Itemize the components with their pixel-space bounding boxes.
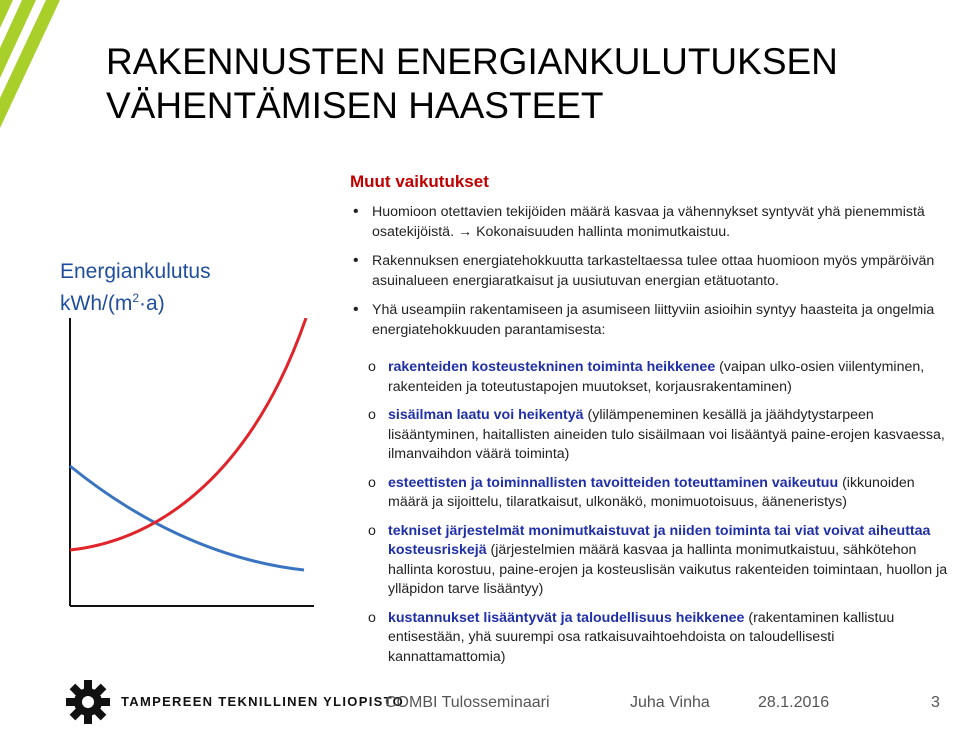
energy-label-unit	[60, 285, 211, 317]
unit-part-a: kWh/(m	[60, 292, 133, 315]
unit-part-b: ·a)	[139, 292, 165, 315]
sub-item-text: (rakentaminen kallistuu entisestään, yhä suurempi osa ratkaisuvaihtoehdoista on taloudellisesti kannattamattomia)	[388, 609, 895, 665]
sub-item-highlight: tekniset järjestelmät monimutkaistuvat ja niiden toiminta tai viat voivat aiheuttaa kosteusriskejä	[388, 522, 931, 558]
footer-event: COMBI Tulosseminaari	[385, 694, 550, 711]
energy-consumption-label	[60, 258, 211, 317]
sub-marker: o	[368, 407, 376, 423]
sub-item-highlight: sisäilman laatu voi heikentyä	[388, 407, 584, 423]
sub-item-highlight: kustannukset lisääntyvät ja taloudellisuus heikkenee	[388, 609, 745, 626]
sub-item-highlight: rakenteiden kosteustekninen toiminta heikkenee	[388, 359, 716, 375]
footer-author: Juha Vinha	[630, 694, 710, 711]
sub-item	[350, 474, 950, 513]
university-name: TAMPEREEN TEKNILLINEN YLIOPISTO	[121, 694, 404, 709]
slide-title	[106, 40, 838, 128]
sub-marker: o	[368, 359, 376, 375]
sub-marker: o	[368, 474, 376, 491]
slide-title-line-1: RAKENNUSTEN ENERGIANKULUTUKSEN	[106, 41, 838, 82]
university-logo-icon	[66, 680, 110, 724]
red-curve	[70, 318, 306, 550]
blue-curve	[70, 466, 304, 570]
sub-list	[350, 358, 950, 667]
sub-item-text: (ikkunoiden määrä ja sijoittelu, tilaratkaisut, ulkonäkö, monimuotoisuus, ääneneristys)	[388, 474, 915, 510]
sub-item	[350, 406, 950, 465]
sub-marker: o	[368, 609, 376, 626]
footer-date: 28.1.2016	[758, 694, 830, 711]
sub-marker: o	[368, 522, 376, 539]
energy-label-text: Energiankulutus	[60, 260, 211, 283]
bullet-item: • Rakennuksen energiatehokkuutta tarkasteltaessa tulee ottaa huomioon myös ympäröivän asuinalueen energiaratkaisut ja uusiutuvan energian etätuotanto.	[350, 252, 950, 291]
sub-item-highlight: esteettisten ja toiminnallisten tavoitteiden toteuttaminen vaikeutuu	[388, 474, 839, 491]
bullet-item: • Yhä useampiin rakentamiseen ja asumiseen liittyviin asioihin syntyy haasteita ja ongelmia energiatehokkuuden parantamisesta:	[350, 301, 950, 340]
sub-item	[350, 522, 950, 600]
sub-item-text: (järjestelmien määrä kasvaa ja hallinta monimutkaistuu, sähkötehon hallinta korostuu, paine-erojen ja kosteuslisän vaikutus rakenteiden toimintaan, huollon ja ylläpidon tarve lisääntyy)	[388, 542, 948, 597]
unit-superscript: 2	[132, 291, 140, 305]
sub-item	[350, 609, 950, 668]
sub-item-text: (ylilämpeneminen kesällä ja jäähdytystarpeen lisääntyminen, haitallisten aineiden tulo sisäilmaan voi lisääntyä paine-erojen kasvaessa, ilmanvaihdon väärä toiminta)	[388, 407, 945, 462]
sub-item-text: (vaipan ulko-osien viilentyminen, rakenteiden ja toteutustapojen muutokset, korjausrakentaminen)	[388, 359, 925, 395]
bullet-item: • Huomioon otettavien tekijöiden määrä kasvaa ja vähennykset syntyvät yhä pienemmistä osatekijöistä. → Kokonaisuuden hallinta monimutkaistuu.	[350, 203, 950, 242]
slide-content	[350, 203, 950, 676]
slide-title-line-2: VÄHENTÄMISEN HAASTEET	[106, 85, 604, 126]
energy-tradeoff-chart	[64, 318, 314, 608]
footer-page-number: 3	[931, 694, 940, 711]
section-title: Muut vaikutukset	[350, 172, 489, 191]
green-stripes-decoration	[0, 0, 70, 130]
sub-item	[350, 358, 950, 397]
